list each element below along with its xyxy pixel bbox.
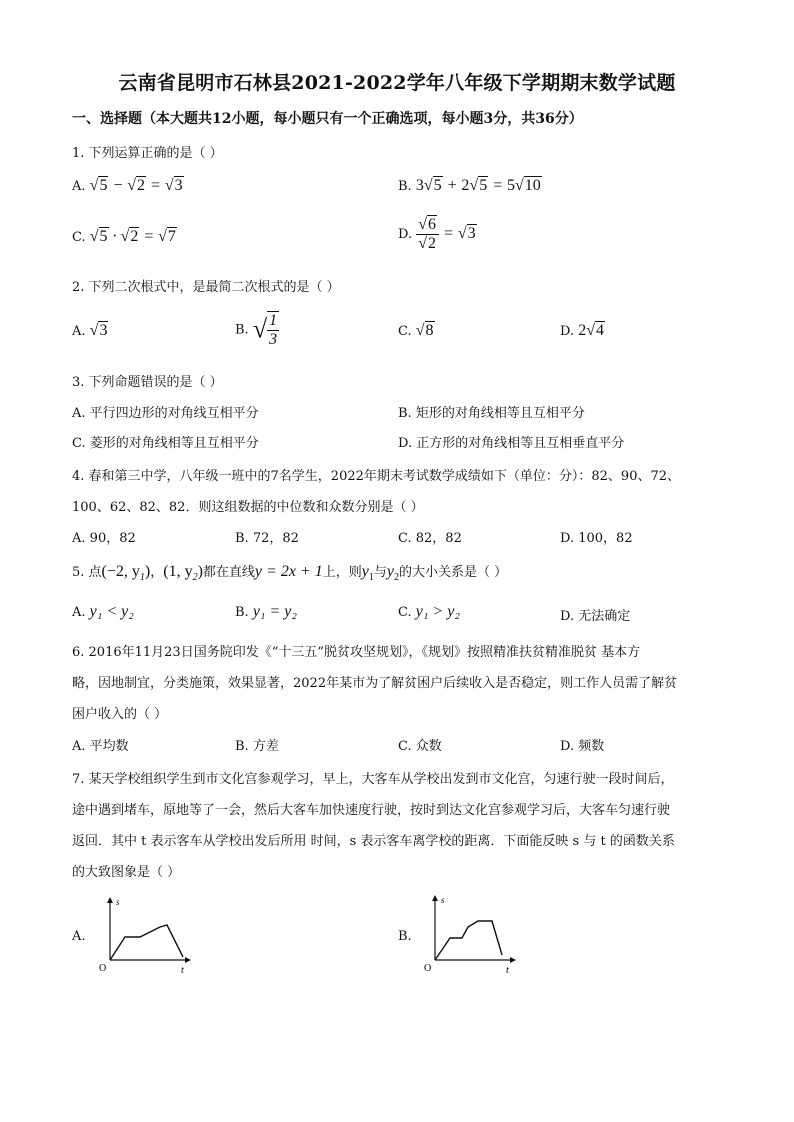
- x-axis-arrow-icon: [510, 957, 516, 963]
- question-4-option-c: [398, 527, 462, 546]
- option-label: B.: [235, 605, 249, 620]
- question-3-option-c: [72, 432, 259, 451]
- section-heading: 一、选择题（本大题共12小题，每小题只有一个正确选项，每小题3分，共36分）: [72, 111, 583, 127]
- page-title: 云南省昆明市石林县2021-2022学年八年级下学期期末数学试题: [118, 72, 676, 94]
- option-label: D.: [560, 739, 575, 754]
- question-4-stem-line-1: 4. 春和第三中学，八年级一班中的7名学生，2022年期末考试数学成绩如下（单位：分）：82、90、72、: [72, 469, 681, 484]
- question-2-option-d: [560, 322, 605, 340]
- question-7-option-b-graph: [420, 893, 520, 978]
- subscript: 1: [139, 572, 145, 584]
- option-text: 无法确定: [578, 609, 631, 624]
- point-text: (1, y: [163, 563, 193, 580]
- question-7-stem-line-1: 7. 某天学校组织学生到市文化宫参观学习，早上，大客车从学校出发到市文化宫，匀速行驶一段时间后，: [72, 772, 674, 787]
- stem-text: 5. 点: [72, 565, 102, 580]
- option-expression: y₁ = y₂: [252, 603, 297, 620]
- y-axis-label: s: [116, 897, 120, 907]
- question-7-stem-line-2: 途中遇到堵车，原地等了一会，然后大客车加快速度行驶，按时到达文化宫参观学习后，大客车匀速行驶: [72, 803, 671, 818]
- question-2-option-a: [72, 322, 108, 340]
- option-label: B.: [235, 739, 249, 754]
- option-label: C.: [398, 531, 412, 546]
- option-label: C.: [72, 436, 86, 451]
- x-axis-arrow-icon: [185, 957, 191, 963]
- stem-text: 与: [373, 565, 387, 580]
- option-text: 菱形的对角线相等且互相平分: [89, 436, 259, 451]
- stem-text: 的大小关系是（ ）: [398, 565, 508, 580]
- question-2-stem: 2. 下列二次根式中，是最简二次根式的是（ ）: [72, 280, 340, 295]
- line-equation: y = 2x + 1: [254, 563, 323, 580]
- question-3-option-b: [398, 402, 585, 421]
- question-4-option-b: [235, 527, 299, 546]
- question-6-stem-line-2: 略，因地制宜，分类施策，效果显著，2022年某市为了解贫困户后续收入是否稳定，则工作人员需了解贫: [72, 676, 678, 691]
- option-label: C.: [398, 605, 412, 620]
- option-text: 100，82: [578, 531, 633, 546]
- question-2-option-c: [398, 322, 435, 340]
- option-label: C.: [398, 739, 412, 754]
- question-4-option-a: [72, 527, 136, 546]
- option-expression: y₁ > y₂: [415, 603, 460, 620]
- question-7-option-a-label: A.: [72, 929, 86, 944]
- option-expression: √3: [89, 322, 108, 339]
- question-7-stem-line-3: 返回．其中 t 表示客车从学校出发后所用 时间，s 表示客车离学校的距离．下面能反映 s 与 t 的函数关系: [72, 834, 675, 849]
- option-text: 82，82: [415, 531, 462, 546]
- origin-label: O: [99, 963, 107, 974]
- option-expression: √5 · √2 = √7: [89, 228, 176, 245]
- question-5-option-b: [235, 603, 297, 621]
- point-text: ): [197, 563, 203, 580]
- option-expression: √ $\frac{1}{3}$: [252, 312, 278, 348]
- option-label: A.: [72, 739, 86, 754]
- option-label: D.: [560, 609, 575, 624]
- option-label: A.: [72, 406, 86, 421]
- point-text: ): [144, 563, 151, 580]
- option-label: A.: [72, 179, 86, 194]
- y1-symbol: [361, 563, 374, 584]
- question-5-option-d: [560, 605, 630, 624]
- option-text: 正方形的对角线相等且互相垂直平分: [416, 436, 625, 451]
- point-text: (−2, y: [101, 563, 140, 580]
- question-5-option-c: [398, 603, 460, 621]
- option-label: A.: [72, 531, 86, 546]
- symbol: y: [361, 563, 369, 580]
- graph-line: [435, 921, 502, 960]
- option-label: A.: [72, 605, 86, 620]
- option-expression: y₁ < y₂: [89, 603, 134, 620]
- stem-text: 都在直线: [202, 565, 255, 580]
- question-7-option-a-graph: [95, 895, 195, 980]
- option-text: 平行四边形的对角线互相平分: [89, 406, 259, 421]
- y-axis-arrow-icon: [107, 897, 113, 903]
- symbol: y: [386, 563, 394, 580]
- option-text: 众数: [415, 739, 442, 754]
- question-4-stem-line-2: 100、62、82、82．则这组数据的中位数和众数分别是（ ）: [72, 500, 424, 515]
- option-expression: $\frac{√6}{√2}$ = √3: [418, 216, 476, 252]
- option-label: C.: [398, 324, 412, 339]
- subscript: 1: [368, 572, 374, 584]
- option-label: C.: [72, 230, 86, 245]
- question-4-option-d: [560, 527, 633, 546]
- option-text: 方差: [252, 739, 279, 754]
- option-label: D.: [560, 324, 575, 339]
- question-3-stem: 3. 下列命题错误的是（ ）: [72, 375, 223, 390]
- origin-label: O: [424, 963, 432, 974]
- question-7-stem-line-4: 的大致图象是（ ）: [72, 865, 181, 880]
- option-label: B.: [235, 531, 249, 546]
- option-expression: 2√4: [578, 322, 605, 339]
- option-label: A.: [72, 324, 86, 339]
- y-axis-label: s: [441, 895, 445, 905]
- y2-symbol: [386, 563, 399, 584]
- option-text: 频数: [578, 739, 605, 754]
- point-2: [163, 563, 203, 584]
- stem-text: ，: [150, 565, 164, 580]
- question-6-stem-line-3: 困户收入的（ ）: [72, 707, 168, 722]
- option-label: D.: [398, 436, 413, 451]
- question-1-option-d: [398, 216, 477, 252]
- stem-text: 上，则: [322, 565, 362, 580]
- question-5-stem: [72, 561, 507, 583]
- question-3-option-d: [398, 432, 624, 451]
- question-2-option-b: [235, 311, 279, 348]
- y-axis-arrow-icon: [432, 895, 438, 901]
- question-1-option-a: [72, 177, 184, 195]
- question-3-option-a: [72, 402, 259, 421]
- option-text: 90，82: [89, 531, 136, 546]
- question-6-option-c: [398, 735, 442, 754]
- option-expression: 3√5 + 2√5 = 5√10: [415, 177, 541, 194]
- option-text: 矩形的对角线相等且互相平分: [415, 406, 585, 421]
- option-label: B.: [398, 179, 412, 194]
- option-label: D.: [560, 531, 575, 546]
- question-6-option-d: [560, 735, 604, 754]
- question-6-option-a: [72, 735, 129, 754]
- question-5-option-a: [72, 603, 134, 621]
- x-axis-label: t: [181, 965, 184, 976]
- option-expression: √5 − √2 = √3: [89, 177, 183, 194]
- question-1-option-b: [398, 177, 542, 195]
- option-text: 平均数: [89, 739, 129, 754]
- subscript: 2: [192, 572, 198, 584]
- point-1: [101, 563, 151, 584]
- question-6-option-b: [235, 735, 279, 754]
- option-expression: √8: [415, 322, 434, 339]
- subscript: 2: [393, 572, 399, 584]
- question-1-option-c: [72, 228, 177, 246]
- option-label: B.: [398, 406, 412, 421]
- option-text: 72，82: [252, 531, 299, 546]
- x-axis-label: t: [506, 965, 509, 976]
- question-7-option-b-label: B.: [398, 929, 412, 944]
- question-6-stem-line-1: 6. 2016年11月23日国务院印发《“十三五”脱贫攻坚规划》，《规划》按照精准扶贫精准脱贫 基本方: [72, 645, 641, 660]
- option-label: B.: [235, 322, 249, 338]
- option-label: D.: [398, 226, 413, 242]
- graph-line: [110, 925, 183, 960]
- question-1-stem: 1. 下列运算正确的是（ ）: [72, 146, 223, 161]
